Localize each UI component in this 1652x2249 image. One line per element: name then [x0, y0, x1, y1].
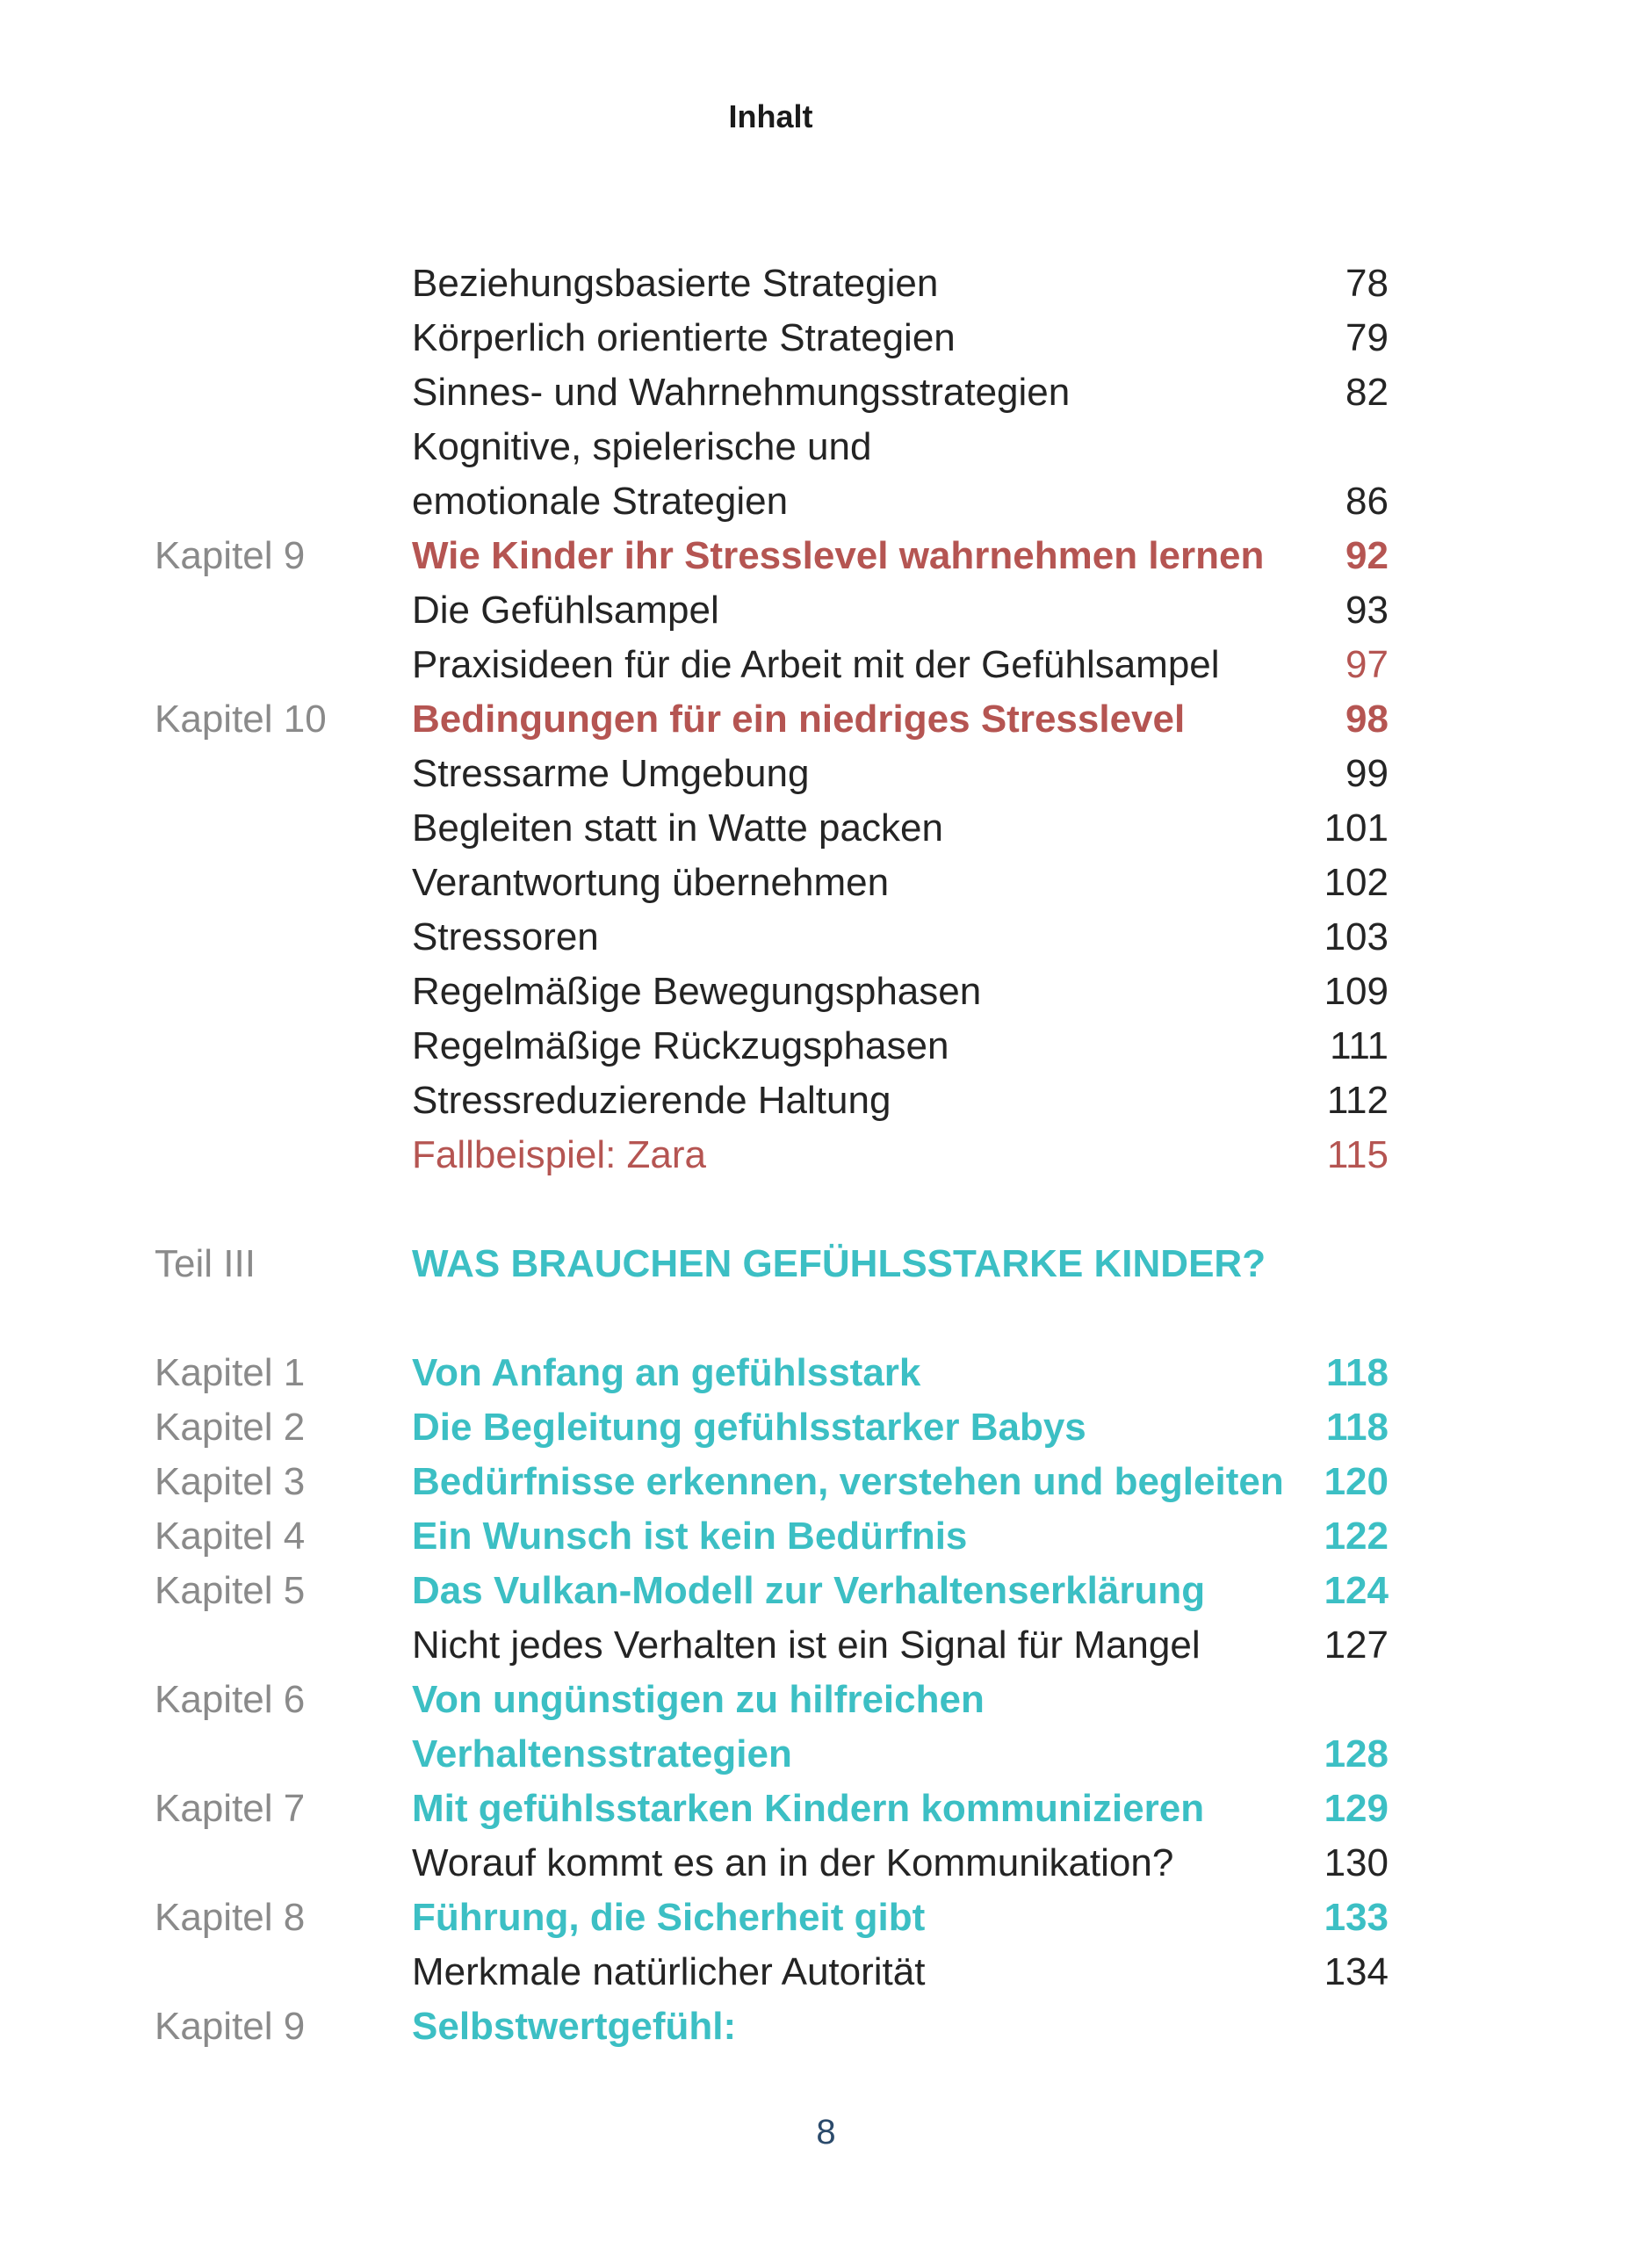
toc-page-number: 79 [1345, 316, 1389, 359]
toc-entry-title: Verhaltensstrategien [412, 1732, 792, 1775]
toc-page-number: 98 [1345, 698, 1389, 741]
toc-page-number: 99 [1345, 752, 1389, 795]
toc-page-number: 112 [1326, 1079, 1389, 1122]
toc-entry-title: Nicht jedes Verhalten ist ein Signal für Mangel [412, 1623, 1201, 1667]
toc-page-number: 128 [1324, 1732, 1389, 1775]
toc-part-heading [0, 1237, 1652, 1291]
toc-chapter-heading [0, 1564, 1652, 1618]
toc-entry [0, 965, 1652, 1019]
toc-entry-title: Sinnes- und Wahrnehmungsstrategien [412, 371, 1071, 414]
toc-chapter-heading [0, 1782, 1652, 1836]
toc-part-title: WAS BRAUCHEN GEFÜHLSSTARKE KINDER? [412, 1242, 1266, 1285]
toc-entry [0, 474, 1652, 529]
toc-entry-title: Beziehungsbasierte Strategien [412, 262, 939, 305]
toc-entry [0, 1836, 1652, 1891]
toc-entry-title: Von Anfang an gefühlsstark [412, 1351, 921, 1394]
toc-chapter-label: Kapitel 10 [155, 698, 327, 741]
toc-entry [0, 1128, 1652, 1182]
toc-entry [0, 910, 1652, 965]
toc-chapter-label: Kapitel 1 [155, 1351, 306, 1394]
toc-entry-title: Bedürfnisse erkennen, verstehen und begleiten [412, 1460, 1284, 1503]
toc-entry [0, 638, 1652, 692]
toc-entry-title: Stressarme Umgebung [412, 752, 810, 795]
toc-chapter-heading [0, 1673, 1652, 1727]
toc-chapter-label: Kapitel 5 [155, 1569, 306, 1612]
toc-chapter-label: Kapitel 6 [155, 1678, 306, 1721]
toc-chapter-label: Kapitel 2 [155, 1406, 306, 1449]
toc-entry-title: Ein Wunsch ist kein Bedürfnis [412, 1515, 968, 1558]
toc-chapter-heading [0, 2000, 1652, 2054]
toc-entry-title: Praxisideen für die Arbeit mit der Gefühlsampel [412, 643, 1220, 686]
toc-chapter-heading [0, 1455, 1652, 1509]
toc-entry-title: Bedingungen für ein niedriges Stresslevel [412, 698, 1186, 741]
toc-entry [0, 1945, 1652, 2000]
toc-entry [0, 1074, 1652, 1128]
toc-page-number: 118 [1326, 1406, 1389, 1449]
toc-page-number: 118 [1326, 1351, 1389, 1394]
toc-entry-title: Von ungünstigen zu hilfreichen [412, 1678, 985, 1721]
toc-entry-title: Stressreduzierende Haltung [412, 1079, 891, 1122]
toc-chapter-heading [0, 529, 1652, 583]
toc-page-number: 92 [1345, 534, 1389, 577]
toc-entry [0, 365, 1652, 420]
toc-entry-title: Die Gefühlsampel [412, 589, 719, 632]
toc-entry-title: Worauf kommt es an in der Kommunikation? [412, 1841, 1174, 1884]
toc-entry [0, 311, 1652, 365]
toc-page-number: 103 [1324, 915, 1389, 958]
toc-entry-title: Verantwortung übernehmen [412, 861, 890, 904]
toc-chapter-heading [0, 1509, 1652, 1564]
toc-page-number: 93 [1345, 589, 1389, 632]
toc-entry-title: Stressoren [412, 915, 599, 958]
toc-part-label: Teil III [155, 1242, 256, 1285]
toc-entry-title: emotionale Strategien [412, 480, 789, 523]
toc-page-number: 111 [1330, 1024, 1389, 1067]
toc-entry [0, 856, 1652, 910]
toc-page-number: 101 [1324, 806, 1389, 850]
toc-page-number: 122 [1324, 1515, 1389, 1558]
toc-entry-title: Merkmale natürlicher Autorität [412, 1950, 926, 1993]
toc-page-number: 133 [1324, 1896, 1389, 1939]
toc-entry-title: Selbstwertgefühl: [412, 2005, 737, 2048]
toc-entry [0, 747, 1652, 801]
toc-chapter-label: Kapitel 8 [155, 1896, 306, 1939]
toc-entry-title: Das Vulkan-Modell zur Verhaltenserklärung [412, 1569, 1206, 1612]
toc-chapter-heading [0, 1727, 1652, 1782]
toc-entry-title: Wie Kinder ihr Stresslevel wahrnehmen lernen [412, 534, 1265, 577]
toc-entry-title: Kognitive, spielerische und [412, 425, 872, 468]
page-header: Inhalt [728, 98, 813, 134]
toc-chapter-label: Kapitel 9 [155, 534, 306, 577]
toc-page-number: 127 [1324, 1623, 1389, 1667]
toc-page-number: 124 [1324, 1569, 1389, 1612]
toc-entry-title: Die Begleitung gefühlsstarker Babys [412, 1406, 1086, 1449]
page-number: 8 [816, 2113, 836, 2151]
toc-chapter-heading [0, 692, 1652, 747]
toc-entry [0, 420, 1652, 474]
toc-entry-title: Körperlich orientierte Strategien [412, 316, 956, 359]
toc-chapter-label: Kapitel 7 [155, 1787, 306, 1830]
toc-entry [0, 583, 1652, 638]
toc-page-number: 102 [1324, 861, 1389, 904]
toc-entry-title: Fallbeispiel: Zara [412, 1133, 707, 1176]
toc-chapter-heading [0, 1891, 1652, 1945]
toc-page-number: 86 [1345, 480, 1389, 523]
toc-page-number: 97 [1345, 643, 1389, 686]
toc-entry-title: Mit gefühlsstarken Kindern kommunizieren [412, 1787, 1205, 1830]
toc-page-number: 78 [1345, 262, 1389, 305]
toc-page-number: 130 [1324, 1841, 1389, 1884]
toc-chapter-heading [0, 1346, 1652, 1400]
toc-entry [0, 1618, 1652, 1673]
toc-entry [0, 257, 1652, 311]
toc-entry-title: Regelmäßige Bewegungsphasen [412, 970, 982, 1013]
toc-entry-title: Begleiten statt in Watte packen [412, 806, 943, 850]
toc-page-number: 115 [1326, 1133, 1389, 1176]
toc-page-number: 82 [1345, 371, 1389, 414]
toc-chapter-label: Kapitel 4 [155, 1515, 306, 1558]
toc-chapter-heading [0, 1400, 1652, 1455]
toc-entry-title: Führung, die Sicherheit gibt [412, 1896, 926, 1939]
toc-entry-title: Regelmäßige Rückzugsphasen [412, 1024, 949, 1067]
toc-chapter-label: Kapitel 3 [155, 1460, 306, 1503]
toc-page-number: 129 [1324, 1787, 1389, 1830]
toc-page-number: 109 [1324, 970, 1389, 1013]
toc-page-number: 120 [1324, 1460, 1389, 1503]
toc-entry [0, 801, 1652, 856]
toc-chapter-label: Kapitel 9 [155, 2005, 306, 2048]
toc-entry [0, 1019, 1652, 1074]
toc-page-number: 134 [1324, 1950, 1389, 1993]
